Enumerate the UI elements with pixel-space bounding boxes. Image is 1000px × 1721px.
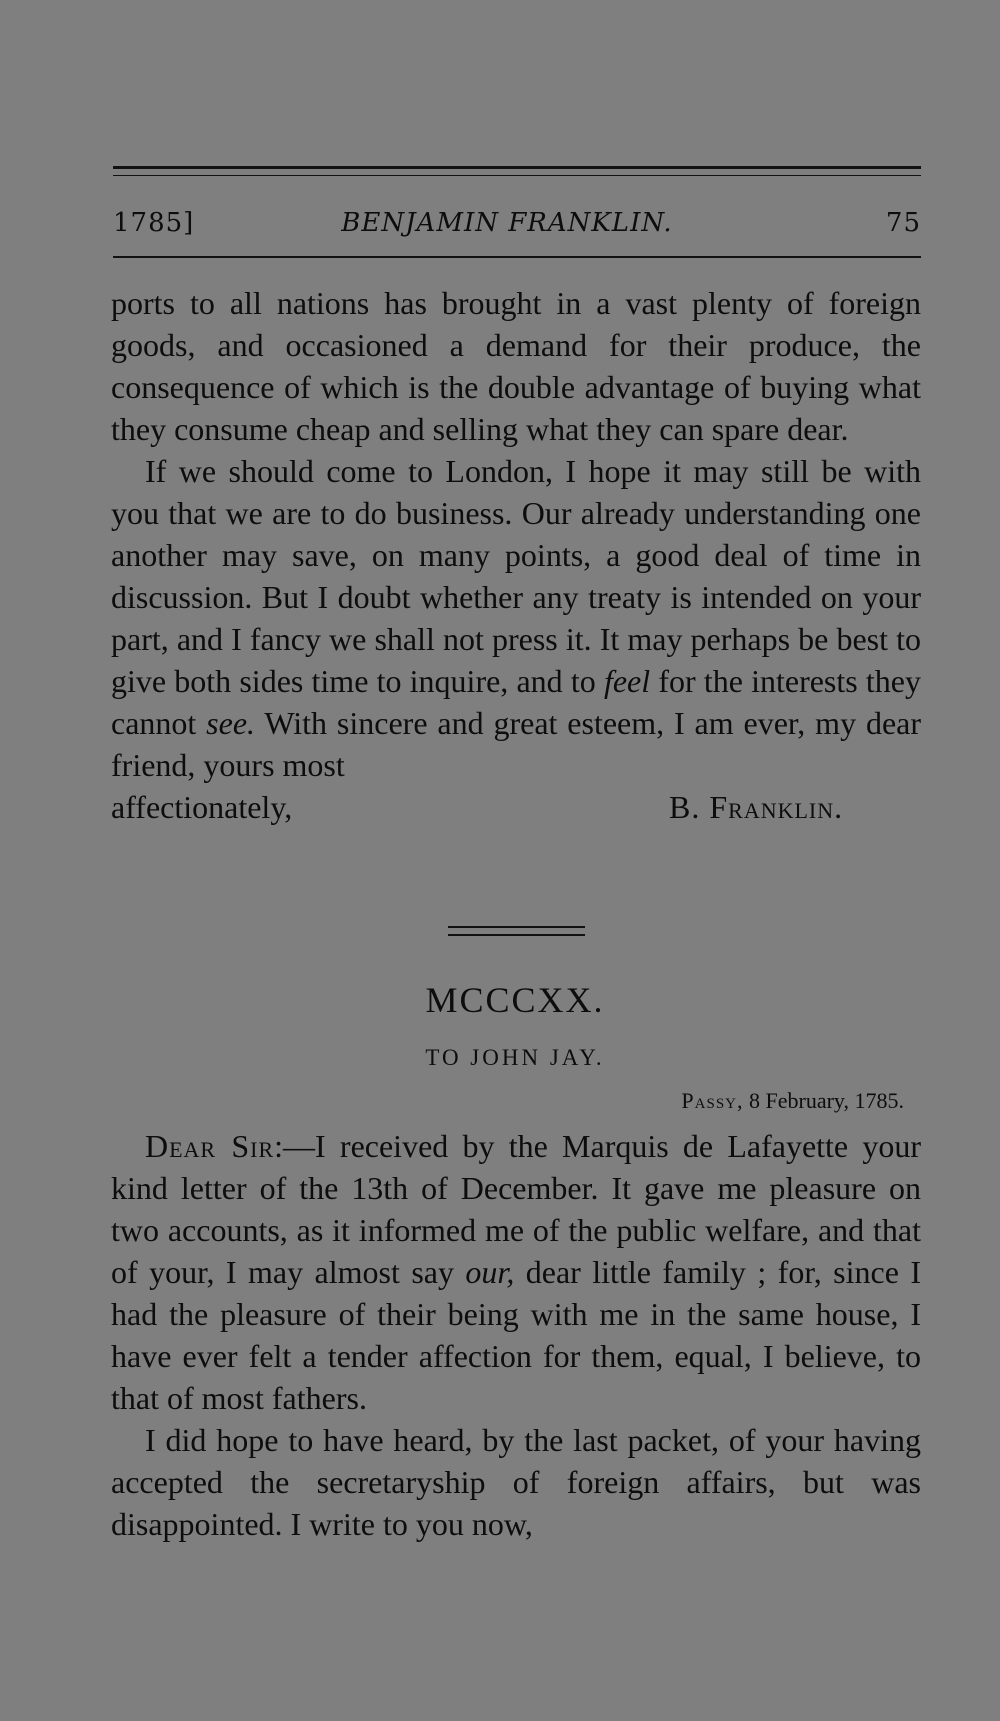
paragraph-2-text-a: If we should come to London, I hope it may still be with you that we are to do business. Our already understanding one another may save, on many points, a good deal of time in discussion. But I doubt whether any treaty is intended on your part, and I fancy we shall not press it. It may perhaps be best to give both sides time to inquire, and to <box>111 453 921 699</box>
letter-recipient: TO JOHN JAY. <box>425 1045 605 1070</box>
closing-line <box>111 786 921 828</box>
running-head <box>113 203 921 243</box>
letter-paragraph-1-text-a: :—I received by the Marquis de Lafayette your kind letter of the 13th of December. It gave me pleasure on two accounts, as it informed me of the public welfare, and that of your, I may almost say <box>111 1128 922 1290</box>
emphasis-see: see. <box>206 705 256 741</box>
closing-word: affectionately, <box>111 789 293 825</box>
section-divider-top <box>448 926 585 928</box>
continuation-paragraph-1: ports to all nations has brought in a vast plenty of foreign goods, and occasioned a demand for their produce, the consequence of which is the double advantage of buying what they consume cheap and selling what they can spare dear. <box>111 285 921 447</box>
running-head-title: BENJAMIN FRANKLIN. <box>341 208 673 238</box>
emphasis-feel: feel <box>603 663 651 699</box>
running-head-underline <box>113 256 921 258</box>
continuation-text <box>111 282 921 828</box>
paragraph-2-text-c: With sincere and great esteem, I am ever, my dear friend, yours most <box>111 705 921 783</box>
paragraph-2-text-b: for the interests they cannot <box>111 663 922 741</box>
dateline-date: 8 February, 1785. <box>749 1088 904 1113</box>
letter-paragraph-1 <box>111 1125 921 1419</box>
letter-body <box>111 1125 921 1545</box>
salutation: Dear Sir <box>145 1128 275 1164</box>
section-divider-bottom <box>448 934 585 936</box>
letter-dateline <box>681 1085 904 1117</box>
running-head-year: 1785] <box>113 208 195 238</box>
letter-paragraph-2: I did hope to have heard, by the last packet, of your having accepted the secretaryship of foreign affairs, but was disappointed. I write to you now, <box>111 1422 921 1542</box>
page-number: 75 <box>885 208 921 238</box>
continuation-paragraph-2 <box>111 450 921 786</box>
letter-paragraph-1-text-b: dear little family ; for, since I had the pleasure of their being with me in the same house, I have ever felt a tender affection for them, equal, I believe, to that of most fathers. <box>111 1254 922 1416</box>
dateline-place: Passy, <box>681 1088 744 1113</box>
emphasis-our: our, <box>465 1254 515 1290</box>
signature: B. Franklin. <box>669 789 844 825</box>
header-rule-thin <box>113 175 921 176</box>
letter-number: MCCCXX. <box>425 980 605 1020</box>
header-rule-thick <box>113 166 921 169</box>
